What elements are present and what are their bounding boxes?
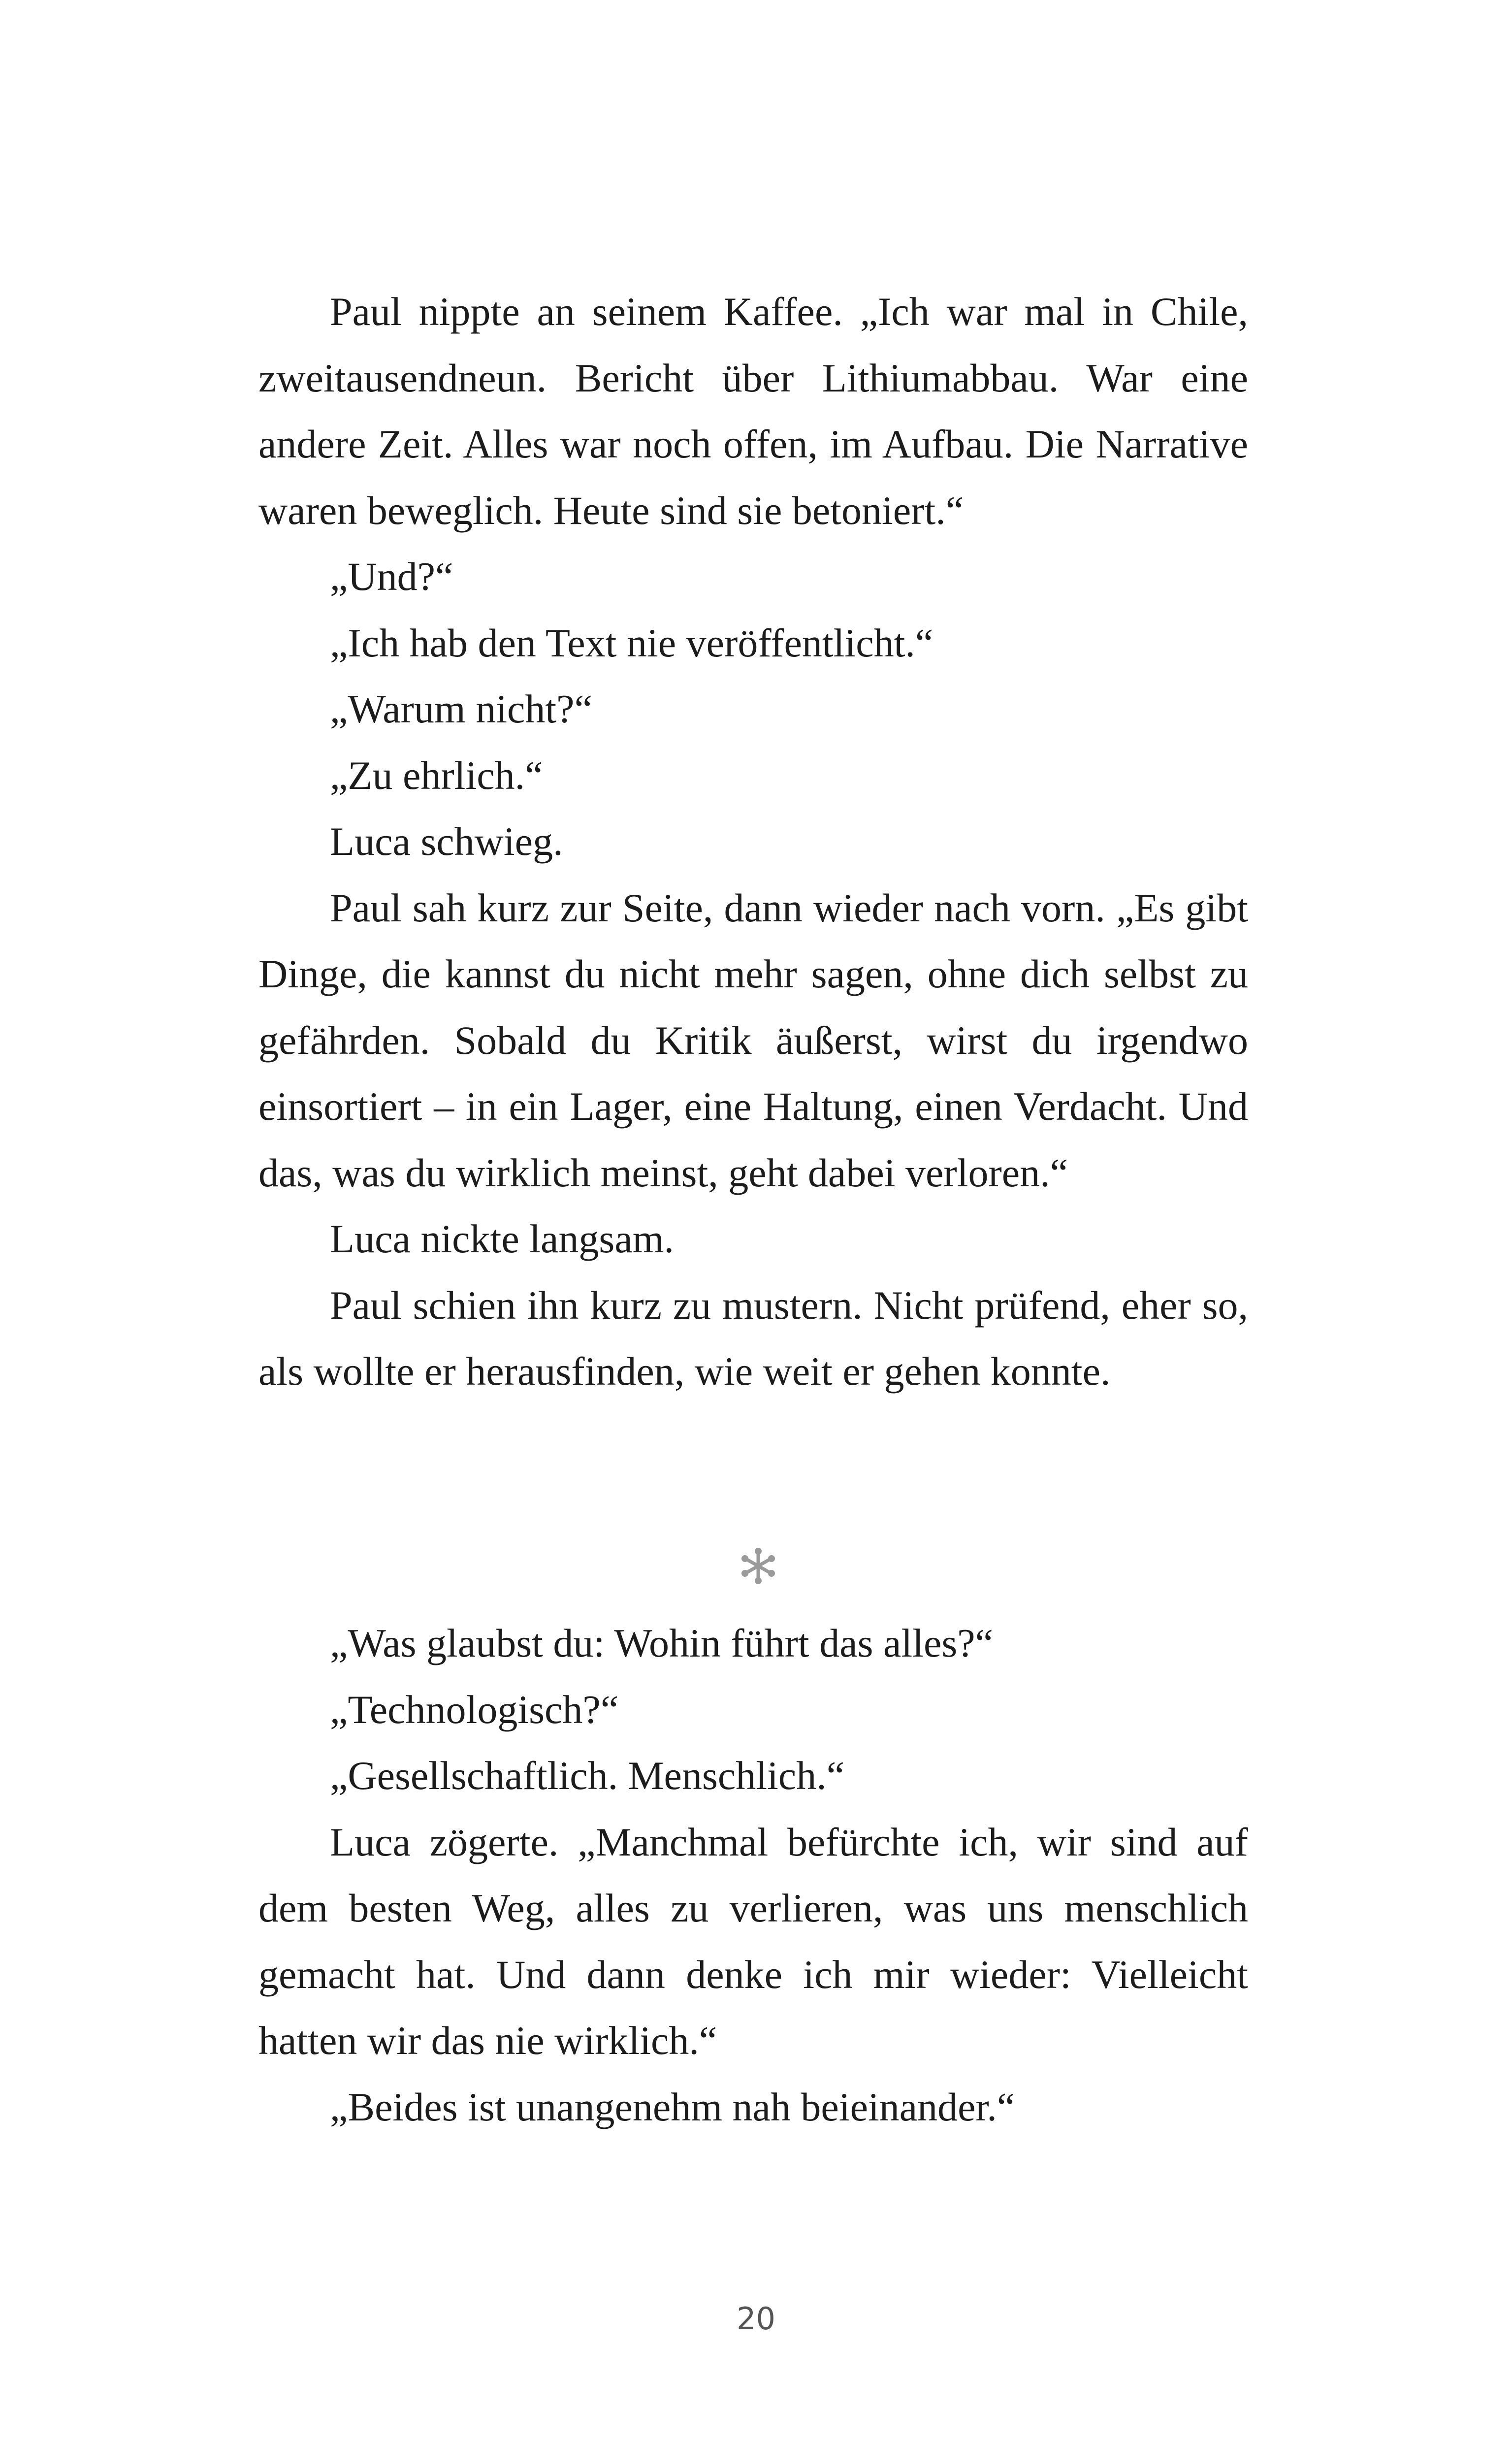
paragraph: „Was glaubst du: Wohin führt das alles?“ (330, 1621, 994, 1665)
paragraph: „Ich hab den Text nie veröffentlicht.“ (330, 620, 933, 665)
paragraph: Luca zögerte. „Manchmal befürchte ich, wir sind auf dem besten Weg, alles zu verlieren, was uns menschlich gemacht hat. Und dann denke ich mir wieder: Vielleicht hatten wir das nie wirklich.“ (258, 1819, 1248, 2063)
paragraph: „Und?“ (330, 554, 453, 599)
paragraph: „Beides ist unangenehm nah beieinander.“ (330, 2084, 1015, 2129)
paragraph: Paul schien ihn kurz zu mustern. Nicht prüfend, eher so, als wollte er herausfinden, wie weit er gehen konnte. (258, 1282, 1248, 1394)
text-section-one (258, 279, 1248, 1405)
paragraph: „Warum nicht?“ (330, 686, 592, 731)
paragraph: Luca nickte langsam. (330, 1216, 675, 1261)
paragraph: Paul nippte an seinem Kaffee. „Ich war mal in Chile, zweitausendneun. Bericht über Lithiumabbau. War eine andere Zeit. Alles war noch offen, im Aufbau. Die Narrative waren beweglich. Heute sind sie betoniert.“ (258, 289, 1248, 533)
page-number: 20 (737, 2301, 775, 2337)
paragraph: „Gesellschaftlich. Menschlich.“ (330, 1753, 845, 1798)
paragraph: Luca schwieg. (330, 819, 563, 864)
paragraph: Paul sah kurz zur Seite, dann wieder nach vorn. „Es gibt Dinge, die kannst du nicht mehr sagen, ohne dich selbst zu gefährden. Sobald du Kritik äußerst, wirst du irgendwo einsortiert – in ein Lager, eine Haltung, einen Verdacht. Und das, was du wirklich meinst, geht dabei verloren.“ (258, 885, 1248, 1195)
asterisk-flower-ornament-icon (739, 1546, 778, 1586)
text-section-two (258, 1610, 1248, 2140)
paragraph: „Technologisch?“ (330, 1687, 619, 1732)
paragraph: „Zu ehrlich.“ (330, 752, 543, 798)
